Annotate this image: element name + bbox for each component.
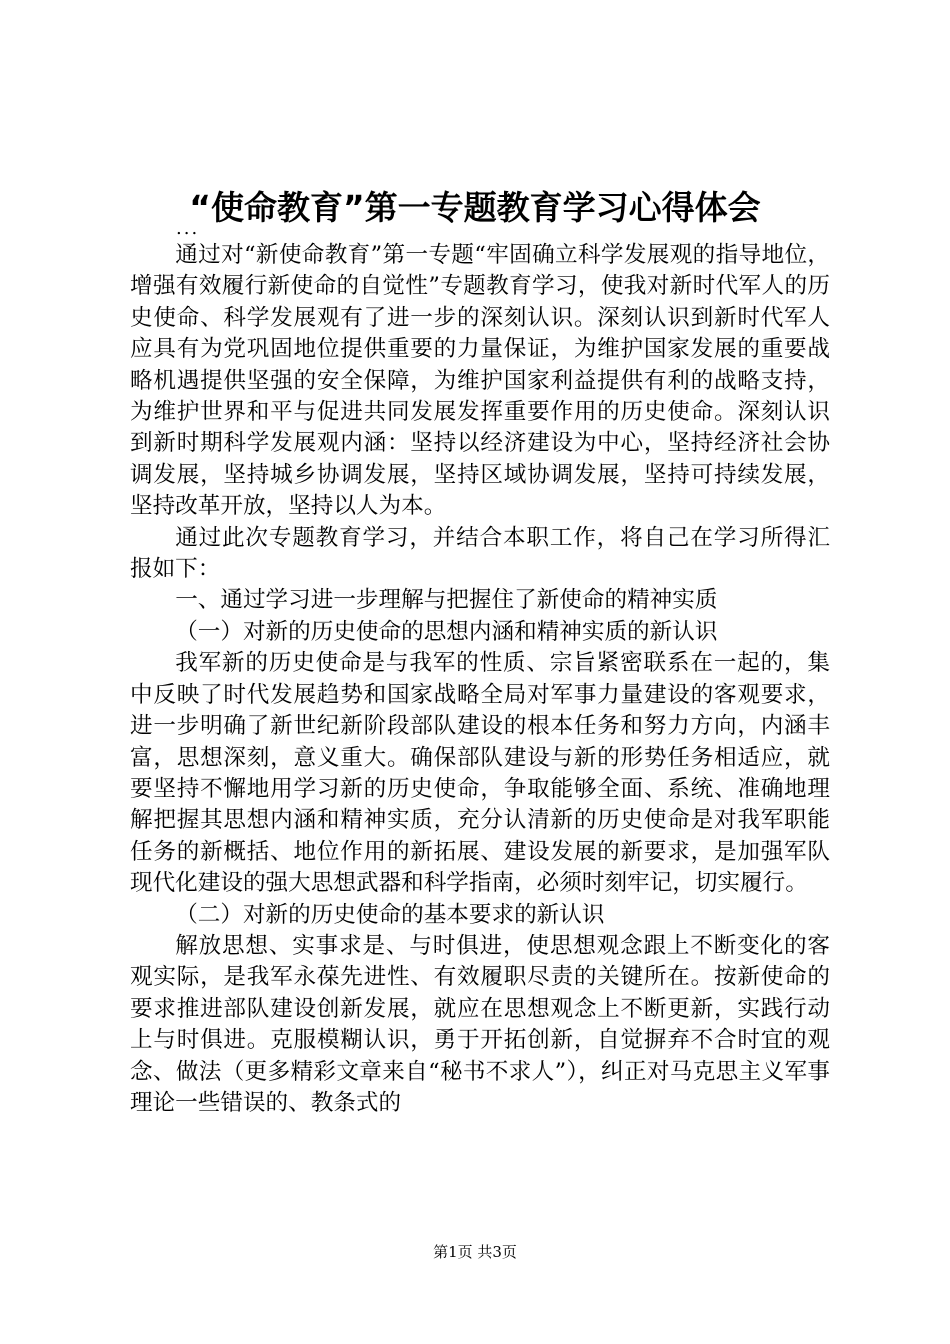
section-heading: 一、通过学习进一步理解与把握住了新使命的精神实质 <box>175 587 718 614</box>
paragraph: 我军新的历史使命是与我军的性质、宗旨紧密联系在一起的，集中反映了时代发展趋势和国家战略全局对军事力量建设的客观要求，进一步明确了新世纪新阶段部队建设的根本任务和努力方向，内涵丰富，思想深刻，意义重大。确保部队建设与新的形势任务相适应，就要坚持不懈地用学习新的历史使命，争取能够全面、系统、准确地理解把握其思想内涵和精神实质，充分认清新的历史使命是对我军职能任务的新概括、地位作用的新拓展、建设发展的新要求，是加强军队现代化建设的强大思想武器和科学指南，必须时刻牢记，切实履行。 <box>130 650 830 897</box>
subsection-heading: （一）对新的历史使命的思想内涵和精神实质的新认识 <box>175 618 718 645</box>
page-footer: 第1页 共3页 <box>433 1243 517 1261</box>
paragraph: 通过此次专题教育学习，并结合本职工作，将自己在学习所得汇报如下： <box>130 524 830 583</box>
document-title: “使命教育”第一专题教育学习心得体会 <box>189 188 761 227</box>
paragraph: 通过对“新使命教育”第一专题“牢固确立科学发展观的指导地位，增强有效履行新使命的自觉性”专题教育学习，使我对新时代军人的历史使命、科学发展观有了进一步的深刻认识。深刻认识到新时代军人应具有为党巩固地位提供重要的力量保证，为维护国家发展的重要战略机遇提供坚强的安全保障，为维护国家利益提供有利的战略支持，为维护世界和平与促进共同发展发挥重要作用的历史使命。深刻认识到新时期科学发展观内涵：坚持以经济建设为中心，坚持经济社会协调发展，坚持城乡协调发展，坚持区域协调发展，坚持可持续发展，坚持改革开放，坚持以人为本。 <box>130 242 830 520</box>
subsection-heading: （二）对新的历史使命的基本要求的新认识 <box>175 901 605 928</box>
title-ellipsis: ... <box>176 218 200 239</box>
document-body <box>130 240 830 1119</box>
paragraph: 解放思想、实事求是、与时俱进，使思想观念跟上不断变化的客观实际，是我军永葆先进性、有效履职尽责的关键所在。按新使命的要求推进部队建设创新发展，就应在思想观念上不断更新，实践行动上与时俱进。克服模糊认识，勇于开拓创新，自觉摒弃不合时宜的观念、做法（更多精彩文章来自“秘书不求人”），纠正对马克思主义军事理论一些错误的、教条式的 <box>130 932 830 1116</box>
